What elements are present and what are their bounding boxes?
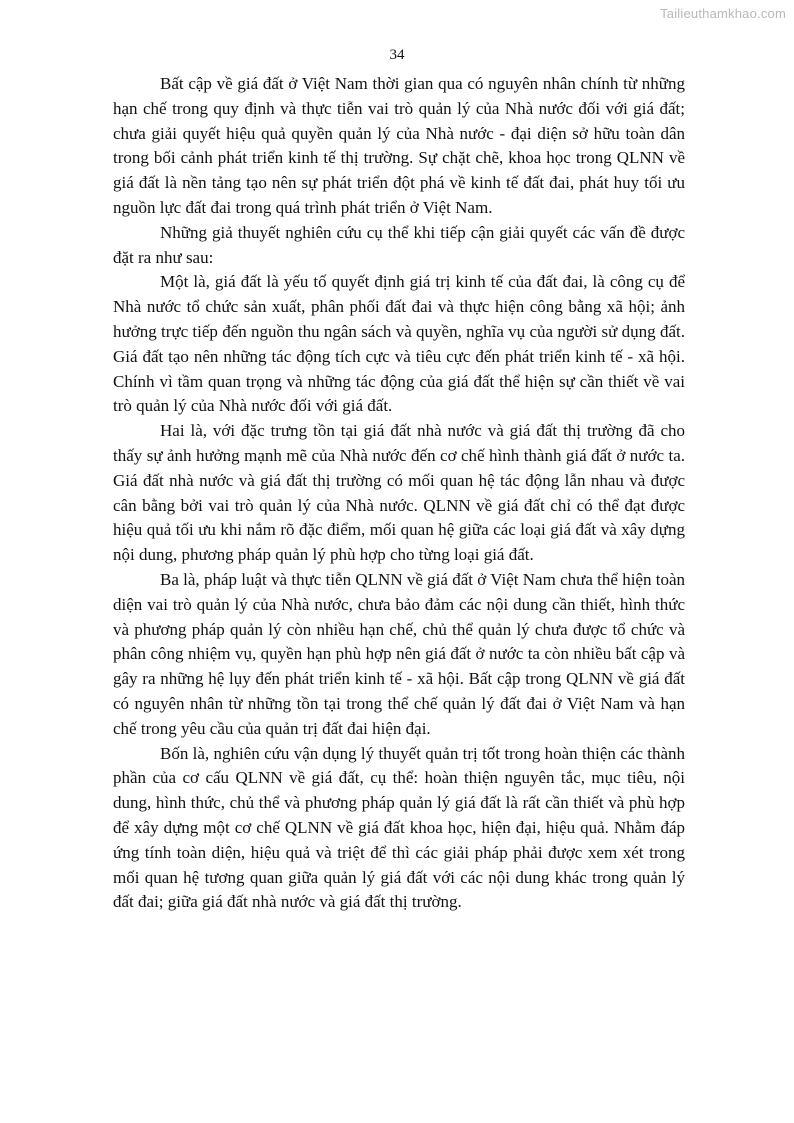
- document-body: [113, 72, 685, 915]
- paragraph-hypothesis-two: Hai là, với đặc trưng tồn tại giá đất nhà nước và giá đất thị trường đã cho thấy sự ảnh hưởng mạnh mẽ của Nhà nước đến cơ chế hình thành giá đất ở nước ta. Giá đất nhà nước và giá đất thị trường có mối quan hệ tác động lẫn nhau và được cân bằng bởi vai trò quản lý của Nhà nước. QLNN về giá đất chỉ có thể đạt được hiệu quả tối ưu khi nắm rõ đặc điểm, mối quan hệ giữa các loại giá đất và xây dựng nội dung, phương pháp quản lý phù hợp cho từng loại giá đất.: [113, 421, 685, 565]
- paragraph-hypothesis-one: Một là, giá đất là yếu tố quyết định giá trị kinh tế của đất đai, là công cụ để Nhà nước tổ chức sản xuất, phân phối đất đai và thực hiện công bằng xã hội; ảnh hưởng trực tiếp đến nguồn thu ngân sách và quyền, nghĩa vụ của người sử dụng đất. Giá đất tạo nên những tác động tích cực và tiêu cực đến phát triển kinh tế - xã hội. Chính vì tầm quan trọng và những tác động của giá đất thể hiện sự cần thiết về vai trò quản lý của Nhà nước đối với giá đất.: [113, 272, 685, 416]
- paragraph-hypothesis-four: Bốn là, nghiên cứu vận dụng lý thuyết quản trị tốt trong hoàn thiện các thành phần của cơ cấu QLNN về giá đất, cụ thể: hoàn thiện nguyên tắc, mục tiêu, nội dung, hình thức, chủ thể và phương pháp quản lý giá đất là rất cần thiết và phù hợp để xây dựng một cơ chế QLNN về giá đất khoa học, hiện đại, hiệu quả. Nhằm đáp ứng tính toàn diện, hiệu quả và triệt để thì các giải pháp phải được xem xét trong mối quan hệ tương quan giữa quản lý giá đất với các nội dung khác trong quản lý đất đai; giữa giá đất nhà nước và giá đất thị trường.: [113, 743, 685, 912]
- paragraph-hypotheses-lead: Những giả thuyết nghiên cứu cụ thể khi tiếp cận giải quyết các vấn đề được đặt ra như sau:: [113, 222, 685, 267]
- watermark: Tailieuthamkhao.com: [660, 6, 786, 21]
- page-number: 34: [389, 47, 405, 63]
- paragraph-hypothesis-three: Ba là, pháp luật và thực tiễn QLNN về giá đất ở Việt Nam chưa thể hiện toàn diện vai trò quản lý của Nhà nước, chưa bảo đảm các nội dung cần thiết, hình thức và phương pháp quản lý còn nhiều hạn chế, chủ thể quản lý chưa được tổ chức và phân công nhiệm vụ, quyền hạn phù hợp nên giá đất ở nước ta còn nhiều bất cập và gây ra những hệ lụy đến phát triển kinh tế - xã hội. Bất cập trong QLNN về giá đất có nguyên nhân từ những tồn tại trong thể chế quản lý đất đai ở Việt Nam và hạn chế trong yêu cầu của quản trị đất đai hiện đại.: [113, 569, 685, 738]
- paragraph-intro: Bất cập về giá đất ở Việt Nam thời gian qua có nguyên nhân chính từ những hạn chế trong quy định và thực tiễn vai trò quản lý của Nhà nước đối với giá đất; chưa giải quyết hiệu quả quyền quản lý của Nhà nước - đại diện sở hữu toàn dân trong bối cảnh phát triển kinh tế thị trường. Sự chặt chẽ, khoa học trong QLNN về giá đất là nền tảng tạo nên sự phát triển đột phá về kinh tế đất đai, phát huy tối ưu nguồn lực đất đai trong quá trình phát triển ở Việt Nam.: [113, 74, 685, 217]
